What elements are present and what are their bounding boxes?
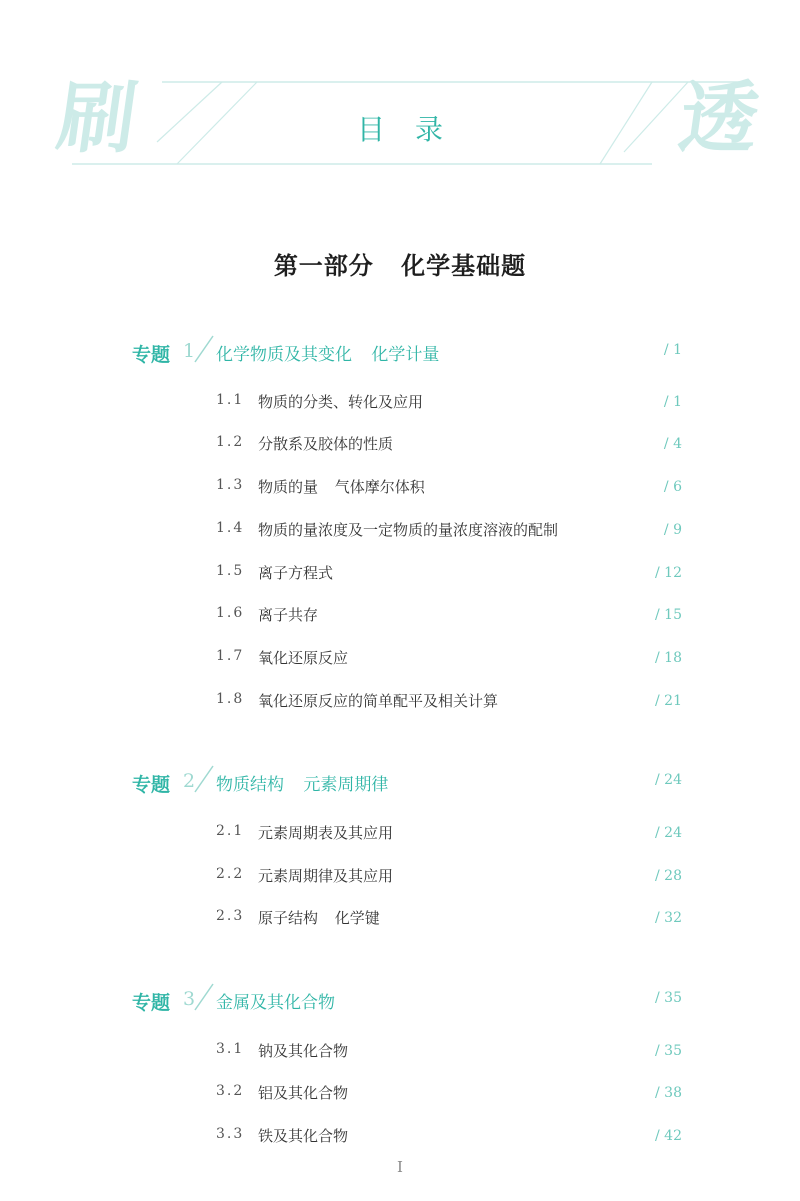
section-2-3[interactable]	[0, 908, 800, 938]
brush-char-right: 透	[673, 73, 765, 164]
slash-icon	[193, 982, 215, 1012]
chapter-page: / 24	[655, 772, 682, 788]
section-number: 1.8	[216, 691, 245, 707]
section-title: 元素周期表及其应用	[258, 824, 394, 842]
section-number: 1.6	[216, 605, 245, 621]
section-page: / 38	[655, 1085, 682, 1101]
section-1-6[interactable]	[0, 605, 800, 635]
section-1-1[interactable]	[0, 392, 800, 422]
section-3-2[interactable]	[0, 1083, 800, 1113]
section-title: 物质的量浓度及一定物质的量浓度溶液的配制	[258, 521, 559, 539]
section-title: 物质的量 气体摩尔体积	[258, 478, 425, 496]
section-3-1[interactable]	[0, 1041, 800, 1071]
chapter-3[interactable]	[0, 988, 800, 1028]
section-number: 1.4	[216, 520, 245, 536]
chapter-number: 3	[183, 988, 196, 1010]
section-page: / 12	[655, 565, 682, 581]
chapter-label: 专题	[132, 774, 171, 796]
toc-title: 目录	[356, 113, 473, 146]
page-number: I	[397, 1158, 403, 1176]
chapter-2[interactable]	[0, 770, 800, 810]
section-number: 1.1	[216, 392, 245, 408]
section-page: / 28	[655, 868, 682, 884]
section-title: 氧化还原反应	[258, 649, 349, 667]
part-title: 第一部分 化学基础题	[273, 251, 527, 280]
chapter-label: 专题	[132, 992, 171, 1014]
chapter-page: / 1	[663, 342, 682, 358]
section-page: / 24	[655, 825, 682, 841]
section-page: / 18	[655, 650, 682, 666]
chapter-title: 金属及其化合物	[216, 993, 335, 1013]
section-title: 离子共存	[258, 606, 319, 624]
section-title: 氧化还原反应的简单配平及相关计算	[258, 692, 499, 710]
section-number: 1.5	[216, 563, 245, 579]
section-3-3[interactable]	[0, 1126, 800, 1156]
section-1-4[interactable]	[0, 520, 800, 550]
chapter-page: / 35	[655, 990, 682, 1006]
section-title: 原子结构 化学键	[258, 909, 380, 927]
section-number: 3.2	[216, 1083, 245, 1099]
section-1-7[interactable]	[0, 648, 800, 678]
section-title: 物质的分类、转化及应用	[258, 393, 424, 411]
section-page: / 21	[655, 693, 682, 709]
section-number: 1.7	[216, 648, 245, 664]
section-title: 铁及其化合物	[258, 1127, 349, 1145]
section-title: 钠及其化合物	[258, 1042, 349, 1060]
chapter-title: 化学物质及其变化 化学计量	[216, 345, 440, 365]
chapter-label: 专题	[132, 344, 171, 366]
section-1-5[interactable]	[0, 563, 800, 593]
section-page: / 42	[655, 1128, 682, 1144]
section-page: / 6	[663, 479, 682, 495]
section-title: 分散系及胶体的性质	[258, 435, 394, 453]
chapter-1[interactable]	[0, 340, 800, 380]
chapter-number: 2	[183, 770, 196, 792]
brush-char-left: 刷	[51, 73, 143, 164]
section-number: 2.1	[216, 823, 245, 839]
section-2-2[interactable]	[0, 866, 800, 896]
section-title: 铝及其化合物	[258, 1084, 349, 1102]
section-1-3[interactable]	[0, 477, 800, 507]
section-page: / 15	[655, 607, 682, 623]
section-1-2[interactable]	[0, 434, 800, 464]
section-number: 2.3	[216, 908, 245, 924]
slash-icon	[193, 764, 215, 794]
slash-icon	[193, 334, 215, 364]
section-number: 2.2	[216, 866, 245, 882]
section-page: / 9	[663, 522, 682, 538]
section-1-8[interactable]	[0, 691, 800, 721]
section-page: / 32	[655, 910, 682, 926]
section-number: 3.3	[216, 1126, 245, 1142]
section-page: / 35	[655, 1043, 682, 1059]
section-title: 离子方程式	[258, 564, 334, 582]
section-title: 元素周期律及其应用	[258, 867, 394, 885]
section-number: 1.2	[216, 434, 245, 450]
section-page: / 4	[663, 436, 682, 452]
section-number: 3.1	[216, 1041, 245, 1057]
chapter-number: 1	[183, 340, 196, 362]
section-number: 1.3	[216, 477, 245, 493]
section-page: / 1	[663, 394, 682, 410]
section-2-1[interactable]	[0, 823, 800, 853]
chapter-title: 物质结构 元素周期律	[216, 775, 389, 795]
